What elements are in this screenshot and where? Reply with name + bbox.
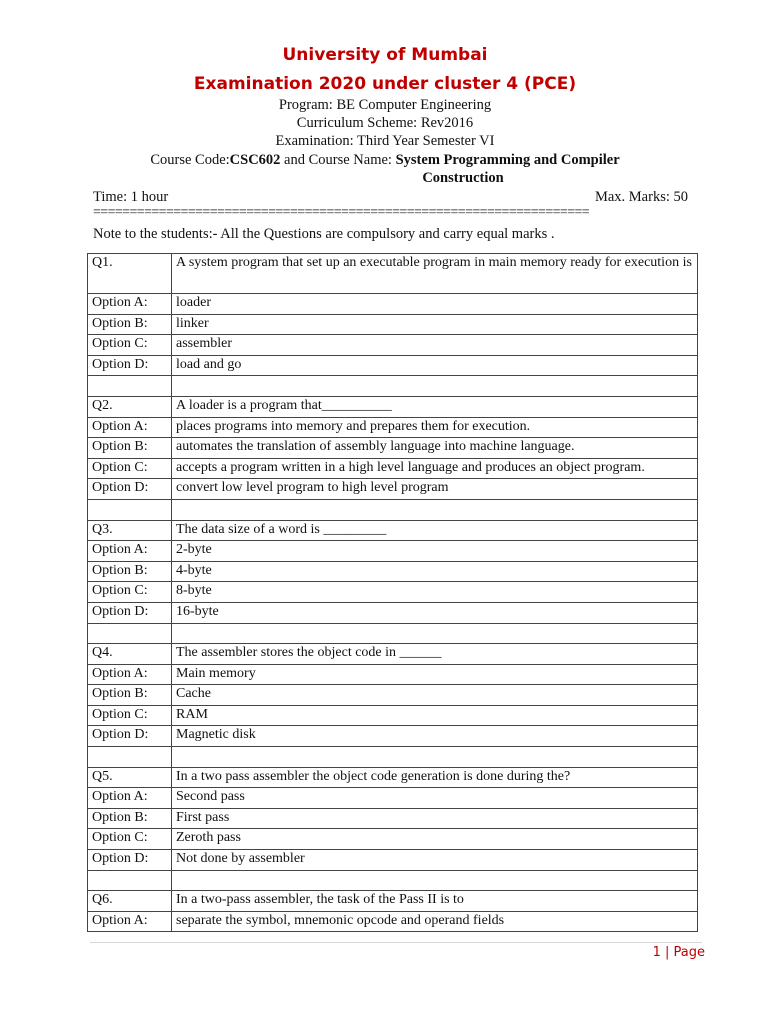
spacer-row: [88, 747, 698, 768]
question-text: In a two pass assembler the object code generation is done during the?: [172, 767, 698, 788]
questions-table: [87, 253, 698, 932]
course-line: [0, 152, 770, 169]
option-label: Option D:: [88, 479, 172, 500]
separator-rule: ====================================================================: [93, 205, 590, 220]
question-row: [88, 644, 698, 665]
option-row: [88, 685, 698, 706]
option-label: Option B:: [88, 685, 172, 706]
option-label: Option B:: [88, 808, 172, 829]
option-text: loader: [172, 294, 698, 315]
option-row: [88, 911, 698, 932]
spacer-cell: [88, 499, 172, 520]
course-name-prefix: and Course Name:: [280, 152, 396, 168]
spacer-row: [88, 623, 698, 644]
university-title: University of Mumbai: [282, 45, 488, 65]
spacer-cell: [172, 747, 698, 768]
option-label: Option D:: [88, 602, 172, 623]
option-text: accepts a program written in a high level language and produces an object program.: [172, 458, 698, 479]
option-text: linker: [172, 314, 698, 335]
option-label: Option C:: [88, 582, 172, 603]
option-row: [88, 417, 698, 438]
option-label: Option C:: [88, 458, 172, 479]
option-label: Option A:: [88, 294, 172, 315]
option-label: Option D:: [88, 850, 172, 871]
option-text: separate the symbol, mnemonic opcode and operand fields: [172, 911, 698, 932]
question-text: The data size of a word is _________: [172, 520, 698, 541]
option-text: 2-byte: [172, 541, 698, 562]
students-note: Note to the students:- All the Questions are compulsory and carry equal marks .: [93, 226, 555, 242]
option-text: Second pass: [172, 788, 698, 809]
option-text: First pass: [172, 808, 698, 829]
option-row: [88, 479, 698, 500]
option-text: 16-byte: [172, 602, 698, 623]
option-row: [88, 335, 698, 356]
page-number: 1 | Page: [652, 945, 705, 960]
spacer-cell: [88, 870, 172, 891]
option-row: [88, 314, 698, 335]
course-code: CSC602: [229, 152, 281, 168]
option-label: Option A:: [88, 541, 172, 562]
exam-title: Examination 2020 under cluster 4 (PCE): [193, 74, 577, 94]
option-row: [88, 561, 698, 582]
question-row: [88, 254, 698, 294]
option-text: assembler: [172, 335, 698, 356]
option-label: Option C:: [88, 335, 172, 356]
option-row: [88, 438, 698, 459]
spacer-row: [88, 499, 698, 520]
option-row: [88, 582, 698, 603]
option-row: [88, 705, 698, 726]
question-text: A system program that set up an executable program in main memory ready for execution is: [172, 254, 698, 294]
course-name: System Programming and Compiler: [395, 152, 620, 168]
option-label: Option A:: [88, 911, 172, 932]
course-code-prefix: Course Code:: [150, 152, 230, 168]
option-label: Option B:: [88, 314, 172, 335]
question-row: [88, 891, 698, 912]
option-row: [88, 829, 698, 850]
question-number: Q1.: [88, 254, 172, 294]
spacer-row: [88, 376, 698, 397]
spacer-cell: [172, 623, 698, 644]
option-row: [88, 664, 698, 685]
option-text: places programs into memory and prepares them for execution.: [172, 417, 698, 438]
option-text: RAM: [172, 705, 698, 726]
option-row: [88, 294, 698, 315]
option-label: Option A:: [88, 788, 172, 809]
option-row: [88, 541, 698, 562]
time-label: Time: 1 hour: [93, 189, 169, 205]
option-label: Option B:: [88, 561, 172, 582]
option-text: Magnetic disk: [172, 726, 698, 747]
option-label: Option A:: [88, 417, 172, 438]
question-number: Q3.: [88, 520, 172, 541]
spacer-cell: [88, 376, 172, 397]
option-text: convert low level program to high level program: [172, 479, 698, 500]
option-text: Cache: [172, 685, 698, 706]
max-marks-label: Max. Marks: 50: [594, 189, 688, 205]
option-text: 8-byte: [172, 582, 698, 603]
option-label: Option D:: [88, 726, 172, 747]
option-text: 4-byte: [172, 561, 698, 582]
option-label: Option C:: [88, 705, 172, 726]
option-text: Main memory: [172, 664, 698, 685]
option-text: load and go: [172, 355, 698, 376]
question-number: Q5.: [88, 767, 172, 788]
spacer-cell: [88, 623, 172, 644]
question-number: Q4.: [88, 644, 172, 665]
option-row: [88, 808, 698, 829]
option-label: Option D:: [88, 355, 172, 376]
spacer-cell: [88, 747, 172, 768]
question-row: [88, 396, 698, 417]
examination-line: Examination: Third Year Semester VI: [275, 133, 495, 149]
program-line: Program: BE Computer Engineering: [278, 97, 492, 113]
option-row: [88, 850, 698, 871]
option-row: [88, 726, 698, 747]
question-number: Q6.: [88, 891, 172, 912]
spacer-cell: [172, 870, 698, 891]
option-text: Not done by assembler: [172, 850, 698, 871]
question-row: [88, 767, 698, 788]
option-text: Zeroth pass: [172, 829, 698, 850]
scheme-line: Curriculum Scheme: Rev2016: [296, 115, 474, 131]
question-text: A loader is a program that__________: [172, 396, 698, 417]
option-row: [88, 602, 698, 623]
option-row: [88, 788, 698, 809]
spacer-cell: [172, 499, 698, 520]
footer-divider: [90, 942, 702, 943]
question-number: Q2.: [88, 396, 172, 417]
option-label: Option A:: [88, 664, 172, 685]
course-name-continued: Construction: [422, 170, 504, 186]
option-row: [88, 458, 698, 479]
option-label: Option C:: [88, 829, 172, 850]
question-text: In a two-pass assembler, the task of the Pass II is to: [172, 891, 698, 912]
option-row: [88, 355, 698, 376]
question-text: The assembler stores the object code in ______: [172, 644, 698, 665]
spacer-row: [88, 870, 698, 891]
option-text: automates the translation of assembly language into machine language.: [172, 438, 698, 459]
option-label: Option B:: [88, 438, 172, 459]
spacer-cell: [172, 376, 698, 397]
question-row: [88, 520, 698, 541]
